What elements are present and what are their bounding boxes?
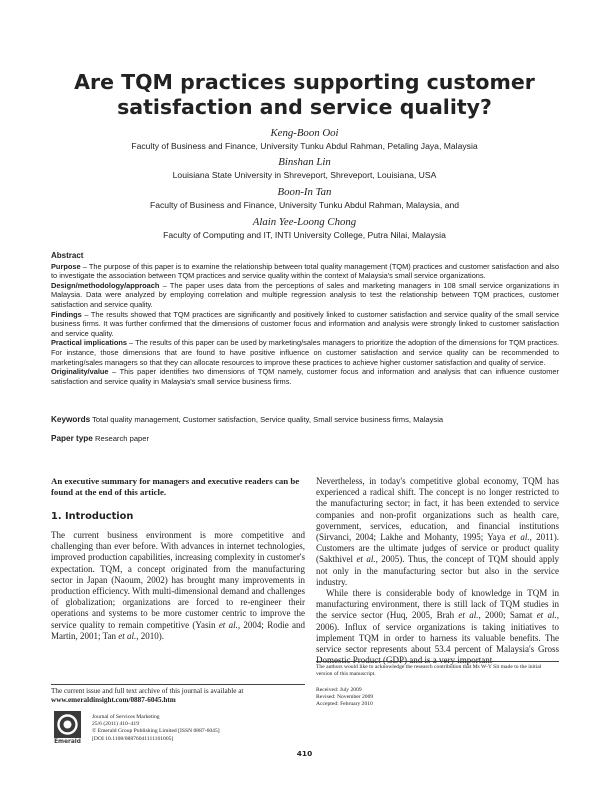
- text-run: et al.: [458, 610, 479, 621]
- purpose-label: Purpose: [51, 261, 81, 271]
- page-number: 410: [296, 749, 313, 758]
- acknowledgement-divider: [316, 661, 559, 662]
- archive-url-link[interactable]: www.emeraldinsight.com/0887-6045.htm: [51, 696, 176, 704]
- executive-summary-note: An executive summary for managers and executive readers can be found at the end of this article.: [51, 476, 300, 497]
- text-run: , 2010).: [136, 630, 164, 641]
- section-heading: 1. Introduction: [51, 511, 134, 522]
- abstract-purpose: [51, 262, 559, 281]
- text-run: et al.: [218, 619, 238, 630]
- journal-info: [92, 714, 307, 743]
- date-revised: Revised: November 2009: [316, 694, 374, 701]
- text-run: et al.: [536, 610, 557, 621]
- design-label: Design/methodology/approach: [51, 280, 160, 290]
- originality-text: – This paper identifies two dimensions of TQM namely, customer focus and information and analysis that can influence customer satisfaction and service quality in Malaysia's small service business firms.: [51, 367, 559, 386]
- purpose-text: – The purpose of this paper is to examine the relationship between total quality management (TQM) practices and customer satisfaction and also to investigate the association between TQM practices and service quality within the context of Malaysia's small service organizations.: [51, 261, 559, 281]
- paragraph: [316, 476, 559, 588]
- originality-label: Originality/value: [51, 367, 109, 377]
- archive-divider: [51, 684, 305, 685]
- text-run: , 2006). Influx of service organizations is taking initiatives to implement TQM in order to harness its valuable benefits. The service sector represents about 53.4 percent of Malaysia's Gross Domestic Product (GDP) and is a very important: [316, 610, 560, 666]
- text-run: , 2000; Samat: [478, 610, 537, 621]
- journal-name: Journal of Services Marketing: [92, 714, 160, 720]
- keywords: [51, 415, 559, 424]
- date-accepted: Accepted: February 2010: [316, 701, 373, 708]
- abstract-practical: [51, 338, 559, 367]
- paragraph: [51, 530, 305, 642]
- keywords-text: Total quality management, Customer satisfaction, Service quality, Small service business firms, Malaysia: [90, 415, 444, 424]
- author-affiliation: Faculty of Computing and IT, INTI University College, Putra Nilai, Malaysia: [163, 230, 446, 240]
- text-run: Nevertheless, in today's competitive global economy, TQM has experienced a radical shift. The concept is no longer restricted to the manufacturing sector; in fact, it has been extended to service companies and non-profit organizations such as health care, government, services, education, and financial institutions (Sirvanci, 2004; Lakhe and Mohanty, 1995; Yaya: [316, 476, 559, 543]
- date-received: Received: July 2009: [316, 687, 362, 693]
- journal-copyright: © Emerald Group Publishing Limited [ISSN 0887-6045]: [92, 728, 220, 735]
- abstract-findings: [51, 310, 559, 339]
- paper-type-label: Paper type: [51, 434, 93, 443]
- title-line-1: Are TQM practices supporting customer: [74, 70, 535, 94]
- author-affiliation: Faculty of Business and Finance, University Tunku Abdul Rahman, Petaling Jaya, Malaysia: [131, 141, 478, 151]
- findings-label: Findings: [51, 309, 82, 319]
- text-run: , 2011). Customers are the ultimate judges of service or product quality (Sakthivel: [316, 532, 560, 565]
- author-name: Alain Yee-Loong Chong: [252, 216, 357, 228]
- author-name: Boon-In Tan: [277, 186, 332, 198]
- paragraph: [316, 588, 559, 666]
- paper-type: [51, 434, 559, 443]
- abstract: [51, 251, 559, 386]
- logo-text: Emerald: [54, 739, 81, 745]
- text-run: , 2004; Rodie and Martin, 2001; Tan: [51, 619, 305, 641]
- abstract-originality: [51, 367, 559, 386]
- author-name: Keng-Boon Ooi: [270, 127, 339, 139]
- right-column-text: [316, 476, 559, 666]
- practical-label: Practical implications: [51, 338, 127, 348]
- acknowledgement: The authors would like to acknowledge the research contribution that Ms W-Y Sit made to the initial version of this manuscript.: [316, 664, 542, 678]
- author-name: Binshan Lin: [278, 156, 331, 168]
- design-text: – The paper uses data from the perceptions of sales and marketing managers in 108 small service organizations in Malaysia. Data were analyzed by employing correlation and multiple regression analysis to test the relationship between TQM practices, customer satisfaction and service quality.: [51, 280, 559, 309]
- abstract-design: [51, 281, 559, 310]
- article-dates: [316, 687, 559, 709]
- text-run: et al.: [118, 630, 137, 641]
- author-affiliation: Faculty of Business and Finance, University Tunku Abdul Rahman, Malaysia, and: [149, 200, 460, 210]
- paper-type-text: Research paper: [92, 434, 150, 443]
- title-line-2: satisfaction and service quality?: [117, 95, 492, 119]
- keywords-label: Keywords: [51, 415, 91, 424]
- archive-note: [51, 687, 305, 705]
- abstract-heading: Abstract: [51, 251, 84, 260]
- text-run: et al.: [356, 554, 376, 565]
- text-run: et al.: [509, 532, 530, 543]
- findings-text: – The results showed that TQM practices are significantly and positively linked to customer satisfaction and service quality of the small service business firms. It was further confirmed that the dimensions of customer focus and information and analysis were strongly linked to customer satisfaction and service quality.: [51, 309, 559, 338]
- practical-text: – The results of this paper can be used by marketing/sales managers to prioritize the adoption of the dimensions for TQM practices. For instance, those dimensions that are found to have positive influence on customer satisfaction and service quality can be recommended to marketing/sales managers so that they can allocate resources to improve these practices to achieve higher customer satisfaction and quality of service.: [51, 338, 559, 367]
- journal-doi: [DOI 10.1108/08876041111161005]: [92, 735, 174, 742]
- archive-note-text: The current issue and full text archive of this journal is available at: [51, 687, 244, 695]
- author-affiliation: Louisiana State University in Shreveport, Shreveport, Louisiana, USA: [172, 170, 437, 180]
- text-run: , 2005). Thus, the concept of TQM should apply not only in the manufacturing sector but also in the service industry.: [316, 554, 559, 587]
- journal-volume: 25/6 (2011) 410–419: [92, 721, 140, 728]
- text-run: The current business environment is more competitive and challenging than ever before. With advances in internet technologies, improved production capabilities, increasing complexity in customer's expectation. TQM, a concept originated from the manufacturing sector in Japan (Naoum, 2002) has brought many improvements in production efficiency. With multi-dimensional demand and challenges of globalization; organizations are forced to re-engineer their operations and systems to be more customer centric to improve the service quality to remain competitive (Yasin: [51, 530, 305, 630]
- emerald-logo: [51, 711, 84, 747]
- left-column-text: [51, 530, 305, 642]
- text-run: While there is considerable body of knowledge in TQM in manufacturing environment, there is still lack of TQM studies in the service sector (Huq, 2005, Brah: [316, 588, 559, 621]
- paper-title: [0, 70, 609, 120]
